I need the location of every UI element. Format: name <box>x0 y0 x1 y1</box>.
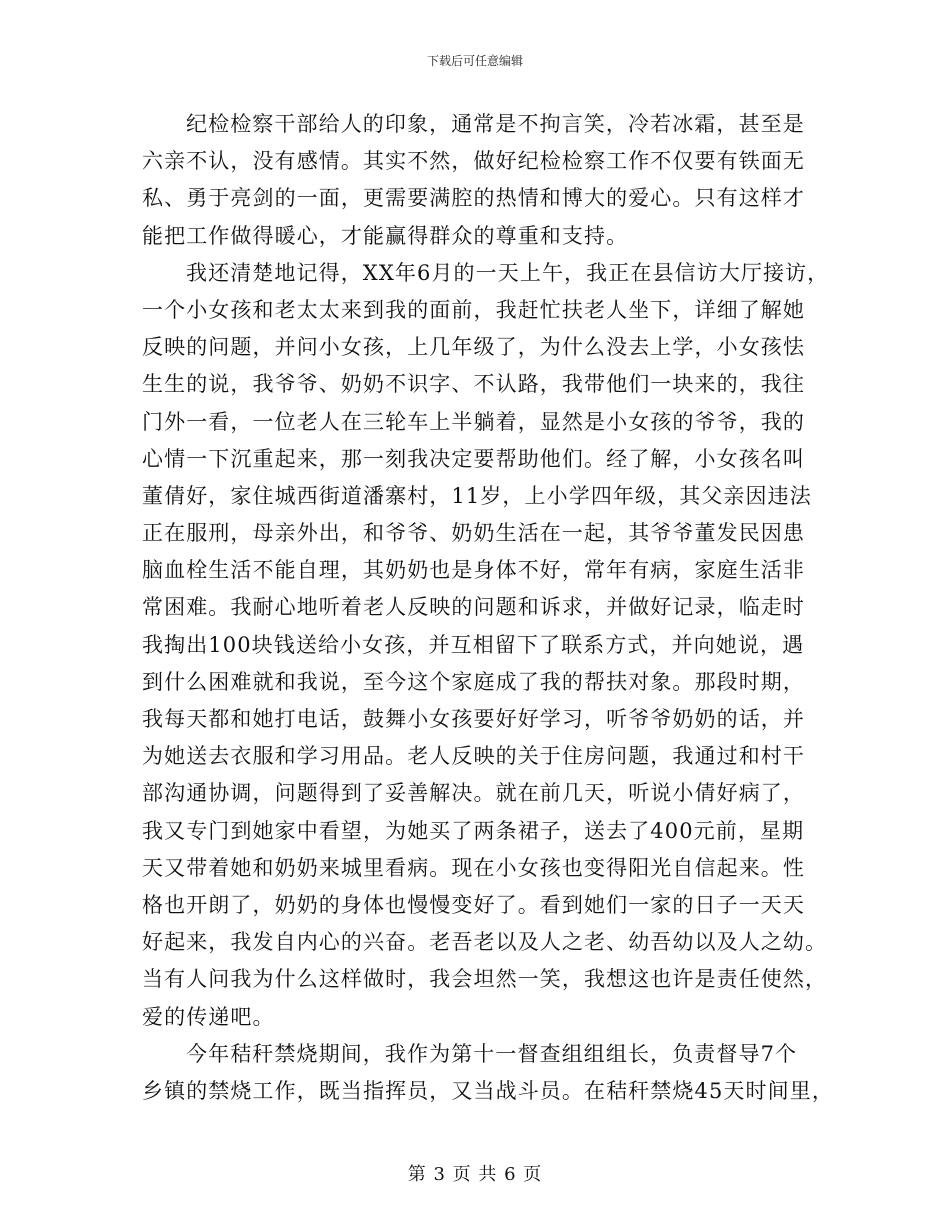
paragraph-line: 董倩好，家住城西街道潘寨村，11岁，上小学四年级，其父亲因违法 <box>142 483 812 508</box>
paragraph-line: 我还清楚地记得，XX年6月的一天上午，我正在县信访大厅接访， <box>186 260 830 285</box>
paragraph-line: 当有人问我为什么这样做时，我会坦然一笑，我想这也许是责任使然， <box>142 967 828 992</box>
paragraph-line: 爱的传递吧。 <box>142 1004 275 1029</box>
paragraph-line: 格也开朗了，奶奶的身体也慢慢变好了。看到她们一家的日子一天天 <box>142 892 805 917</box>
paragraph-line: 心情一下沉重起来，那一刻我决定要帮助他们。经了解，小女孩名叫 <box>142 446 805 471</box>
paragraph-line: 常困难。我耐心地听着老人反映的问题和诉求，并做好记录，临走时 <box>142 595 805 620</box>
paragraph-line: 六亲不认，没有感情。其实不然，做好纪检检察工作不仅要有铁面无 <box>142 149 805 174</box>
paragraph-line: 纪检检察干部给人的印象，通常是不拘言笑，冷若冰霜，甚至是 <box>186 112 805 136</box>
paragraph-line: 为她送去衣服和学习用品。老人反映的关于住房问题，我通过和村干 <box>142 744 805 769</box>
paragraph-line: 生生的说，我爷爷、奶奶不识字、不认路，我带他们一块来的，我往 <box>142 372 805 397</box>
paragraph-line: 脑血栓生活不能自理，其奶奶也是身体不好，常年有病，家庭生活非 <box>142 558 805 583</box>
paragraph-line: 能把工作做得暖心，才能赢得群众的尊重和支持。 <box>142 223 629 248</box>
paragraph-line: 一个小女孩和老太太来到我的面前，我赶忙扶老人坐下，详细了解她 <box>142 297 805 322</box>
paragraph-line: 私、勇于亮剑的一面，更需要满腔的热情和博大的爱心。只有这样才 <box>142 186 805 211</box>
paragraph-line: 今年秸秆禁烧期间，我作为第十一督查组组组长，负责督导7个 <box>186 1041 798 1066</box>
paragraph-line: 部沟通协调，问题得到了妥善解决。就在前几天，听说小倩好病了， <box>142 781 805 806</box>
paragraph-line: 乡镇的禁烧工作，既当指挥员，又当战斗员。在秸秆禁烧45天时间里， <box>142 1078 834 1103</box>
document-body <box>142 106 834 1110</box>
paragraph-line: 到什么困难就和我说，至今这个家庭成了我的帮扶对象。那段时期， <box>142 669 805 694</box>
page-number-footer: 第 3 页 共 6 页 <box>407 1164 543 1185</box>
paragraph-line: 我每天都和她打电话，鼓舞小女孩要好好学习，听爷爷奶奶的话，并 <box>142 707 805 731</box>
page-header: 下载后可任意编辑 <box>426 54 523 68</box>
paragraph-line: 反映的问题，并问小女孩，上几年级了，为什么没去上学，小女孩怯 <box>142 335 805 360</box>
paragraph-line: 正在服刑，母亲外出，和爷爷、奶奶生活在一起，其爷爷董发民因患 <box>142 521 805 546</box>
paragraph-line: 我又专门到她家中看望，为她买了两条裙子，送去了400元前，星期 <box>142 818 805 843</box>
paragraph-line: 好起来，我发自内心的兴奋。老吾老以及人之老、幼吾幼以及人之幼。 <box>142 930 828 955</box>
paragraph-line: 天又带着她和奶奶来城里看病。现在小女孩也变得阳光自信起来。性 <box>142 855 805 880</box>
paragraph-line: 我掏出100块钱送给小女孩，并互相留下了联系方式，并向她说，遇 <box>142 632 805 657</box>
paragraph-line: 门外一看，一位老人在三轮车上半躺着，显然是小女孩的爷爷，我的 <box>142 409 805 434</box>
